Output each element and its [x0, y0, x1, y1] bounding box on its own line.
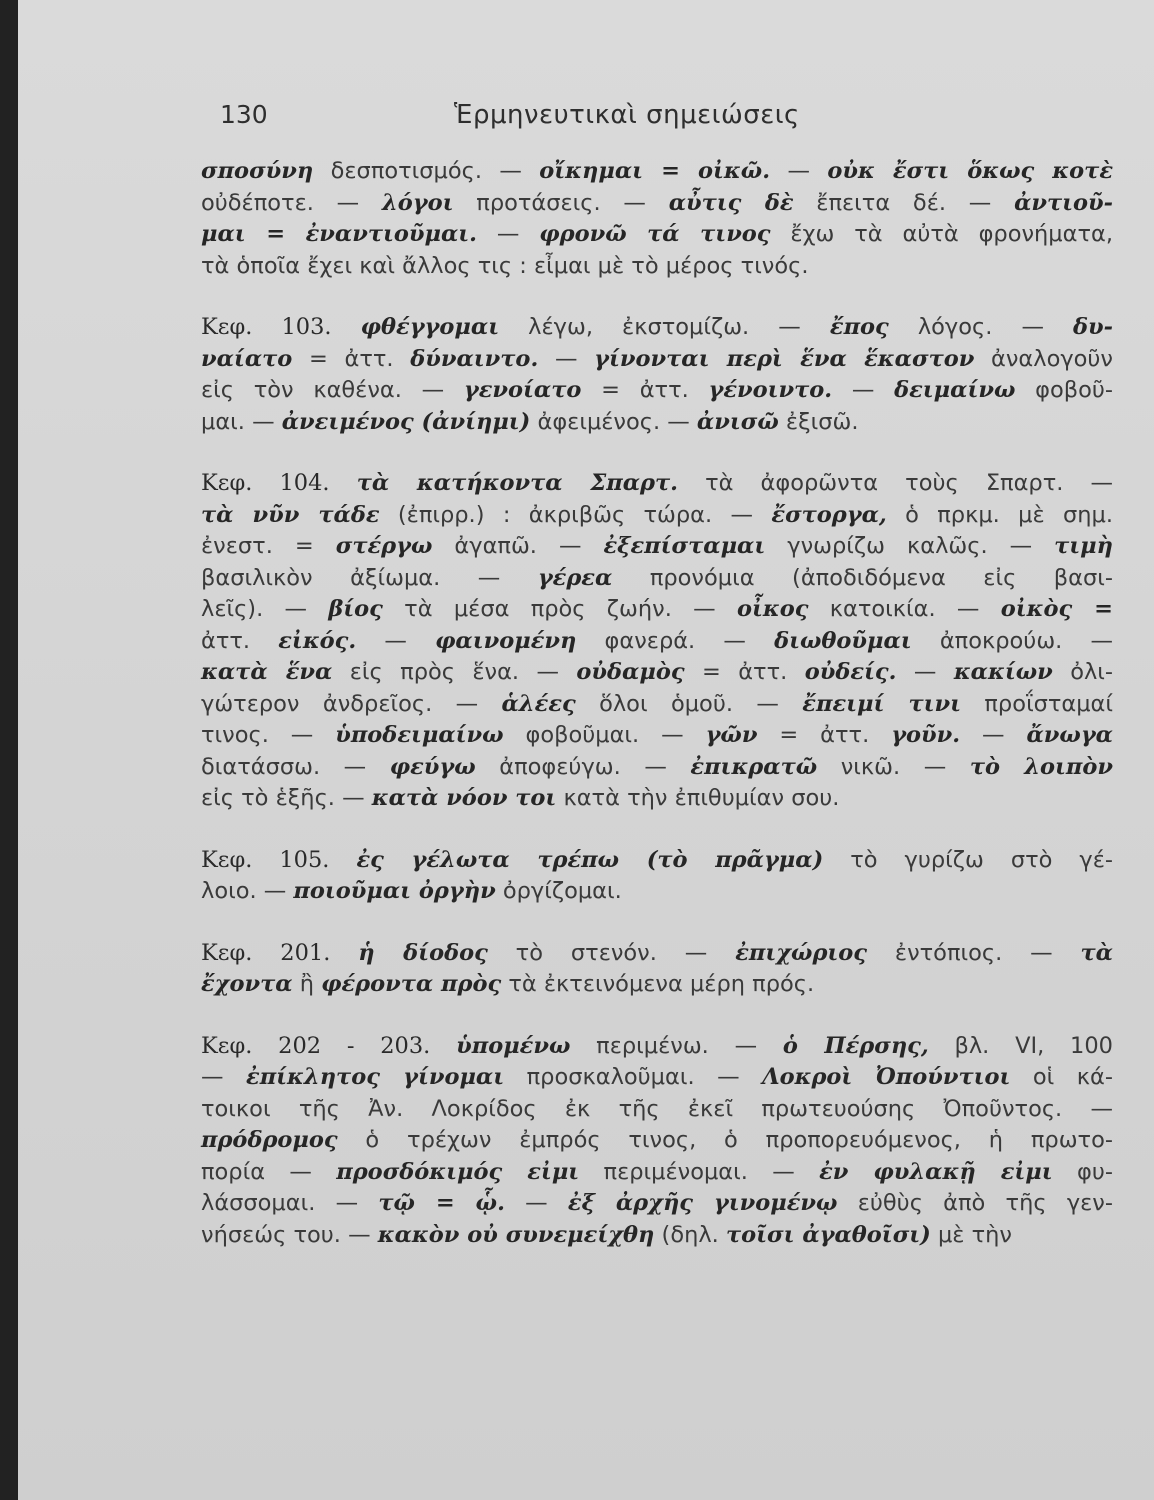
translation-text: διατάσσω. — [201, 753, 390, 780]
text-line [201, 752, 1113, 784]
translation-text: προΐσταμαί [960, 690, 1113, 717]
translation-text: (ἐπιρρ.) : ἀκριβῶς τώρα. — [379, 501, 772, 528]
translation-text [430, 1033, 456, 1059]
ancient-greek-term: δύναιντο. [410, 345, 539, 372]
translation-text: = ἀττ. [581, 377, 709, 403]
translation-text: κατοικία. — [808, 596, 1001, 622]
text-line [201, 626, 1113, 658]
translation-text: τινος. — [201, 722, 336, 748]
translation-text: τὸ γυρίζω στὸ γέ- [823, 846, 1114, 873]
translation-text: ἢ [292, 971, 322, 997]
ancient-greek-term: ἔστοργα, [771, 501, 887, 528]
text-line [201, 312, 1113, 344]
text-line [201, 344, 1113, 376]
translation-text: φανερά. — [576, 627, 775, 654]
ancient-greek-term: ἔπειμί τινι [802, 690, 961, 717]
translation-text: βασιλικὸν ἀξίωμα. — [201, 564, 538, 591]
translation-text [330, 940, 358, 966]
ancient-greek-term: σποσύνη [201, 158, 314, 184]
translation-text: οὐδέποτε. — [201, 189, 382, 216]
text-line [201, 720, 1113, 752]
translation-text: = ἀττ. [684, 659, 805, 685]
ancient-greek-term: λόγοι [381, 189, 454, 216]
ancient-greek-term: τὰ νῦν τάδε [201, 501, 380, 528]
translation-text: εἰς τὸ ἑξῆς. — [201, 785, 372, 811]
paragraph [201, 468, 1113, 815]
translation-text: ἀποκρούω. — [911, 627, 1113, 654]
ancient-greek-term: διωθοῦμαι [774, 627, 912, 654]
translation-text: ὅλοι ὁμοῦ. — [575, 690, 803, 717]
translation-text: γώτερον ἀνδρεῖος. — [201, 690, 502, 717]
translation-text: ἔπειτα δέ. — [793, 189, 1015, 216]
ancient-greek-term: ἐξεπίσταμαι [603, 533, 766, 559]
text-line [201, 938, 1113, 970]
text-line [201, 1031, 1113, 1063]
translation-text: ἀγαπῶ. — [432, 533, 604, 559]
translation-text: ἐντόπιος. — [867, 939, 1081, 966]
translation-text: λοιο. — [201, 878, 294, 904]
translation-text: περιμένομαι. — [579, 1158, 820, 1185]
translation-text: = ἀττ. [292, 345, 411, 372]
translation-text: — [832, 377, 895, 403]
ancient-greek-term: φθέγγομαι [360, 314, 500, 340]
ancient-greek-term: ἁλέες [501, 690, 576, 717]
text-line [201, 969, 1113, 1001]
paragraph [201, 845, 1113, 908]
ancient-greek-term: οἴκημαι = οἰκῶ. [539, 158, 771, 184]
ancient-greek-term: πρόδρομος [201, 1127, 338, 1153]
text-line [201, 1220, 1113, 1252]
translation-text: δεσποτισμός. — [313, 158, 540, 184]
translation-text [332, 314, 361, 340]
text-line [201, 1157, 1113, 1189]
ancient-greek-term: ἐν φυλακῇ εἰμι [819, 1158, 1053, 1185]
text-line [201, 500, 1113, 532]
translation-text: φυ- [1052, 1158, 1113, 1185]
text-line [201, 1188, 1113, 1220]
text-line [201, 156, 1113, 188]
ancient-greek-term: ἔπος [829, 314, 889, 340]
translation-text: φοβοῦμαι. — [503, 722, 706, 748]
ancient-greek-term: γοῦν. [891, 722, 961, 748]
text-line [201, 1125, 1113, 1157]
ancient-greek-term: ἐπικρατῶ [690, 753, 818, 780]
translation-text: — [477, 221, 540, 247]
translation-text: — [896, 659, 954, 685]
ancient-greek-term: δυ- [1073, 314, 1113, 340]
translation-text: προτάσεις. — [453, 189, 669, 216]
translation-text: βλ. VI, 100 [928, 1032, 1113, 1059]
text-line [201, 219, 1113, 251]
ancient-greek-term: ναίατο [201, 345, 293, 372]
ancient-greek-term: ἀνισῶ [696, 408, 779, 435]
ancient-greek-term: γῶν [705, 722, 758, 748]
ancient-greek-term: ἐπιχώριος [735, 939, 868, 966]
ancient-greek-term: ὁ Πέρσης, [782, 1032, 929, 1059]
ancient-greek-term: τοῖσι ἀγαθοῖσι) [725, 1221, 931, 1248]
translation-text [330, 470, 357, 496]
text-line [201, 876, 1113, 908]
text-line [201, 407, 1113, 439]
paragraph [201, 156, 1113, 282]
ancient-greek-term: κατὰ νόον τοι [371, 785, 557, 811]
translation-text: λόγος. — [888, 314, 1074, 340]
translation-text: μαι. — [201, 408, 282, 435]
ancient-greek-term: γένοιντο. [708, 377, 833, 403]
translation-text: — [201, 1064, 247, 1090]
translation-text: ὁ τρέχων ἐμπρός τινος, ὁ προπορευόμενος, ἡ πρωτο- [337, 1127, 1113, 1153]
translation-text: νήσεώς του. — [201, 1221, 378, 1248]
translation-text: ἔχω τὰ αὐτὰ φρονήματα, [770, 221, 1113, 247]
ancient-greek-term: κατὰ ἕνα [201, 659, 333, 685]
text-line [201, 563, 1113, 595]
text-line [201, 657, 1113, 689]
ancient-greek-term: τὰ [1080, 939, 1113, 966]
text-line [201, 845, 1113, 877]
ancient-greek-term: οὐδαμὸς [576, 659, 685, 685]
page-number: 130 [220, 100, 268, 129]
translation-text: — [356, 627, 436, 654]
translation-text: εἰς τὸν καθένα. — [201, 377, 464, 403]
chapter-heading: Κεφ. 202 - 203. [201, 1032, 431, 1059]
ancient-greek-term: κακὸν οὐ συνεμείχθη [377, 1221, 655, 1248]
translation-text: περιμένω. — [570, 1032, 783, 1059]
translation-text: — [538, 345, 595, 372]
ancient-greek-term: τῷ = ᾧ. [378, 1190, 505, 1216]
ancient-greek-term: τὸ λοιπὸν [969, 753, 1113, 780]
ancient-greek-term: ἐξ ἀρχῆς γινομένῳ [567, 1190, 838, 1216]
ancient-greek-term: γίνονται περὶ ἕνα ἕκαστον [594, 345, 975, 372]
translation-text: κατὰ τὴν ἐπιθυμίαν σου. [556, 785, 840, 811]
ancient-greek-term: οἰκὸς = [1000, 596, 1113, 622]
translation-text: τοικοι τῆς Ἀν. Λοκρίδος ἐκ τῆς ἐκεῖ πρωτευούσης Ὀποῦντος. — [201, 1095, 1113, 1122]
running-title: Ἑρμηνευτικαὶ σημειώσεις [454, 100, 800, 130]
ancient-greek-term: οἶκος [736, 596, 809, 622]
translation-text: εὐθὺς ἀπὸ τῆς γεν- [837, 1190, 1113, 1216]
translation-text: ἀττ. [201, 627, 279, 654]
text-line [201, 783, 1113, 815]
translation-text: λέγω, ἐκστομίζω. — [499, 314, 830, 340]
translation-text: προσκαλοῦμαι. — [504, 1064, 763, 1090]
translation-text: ὁ πρκμ. μὲ σημ. [886, 501, 1113, 528]
translation-text: εἰς πρὸς ἕνα. — [332, 659, 577, 685]
ancient-greek-term: ἔχοντα [201, 971, 293, 997]
ancient-greek-term: ποιοῦμαι ὀργὴν [293, 878, 496, 904]
ancient-greek-term: φρονῶ τά τινος [539, 221, 771, 247]
ancient-greek-term: Λοκροὶ Ὀπούντιοι [762, 1064, 1011, 1090]
translation-text: ἀναλογοῦν [974, 345, 1114, 372]
text-line [201, 1094, 1113, 1126]
translation-text: (δηλ. [654, 1221, 726, 1248]
translation-text: ἐξισῶ. [778, 408, 859, 435]
ancient-greek-term: μαι = ἐναντιοῦμαι. [201, 221, 477, 247]
ancient-greek-term: οὐκ ἔστι ὅκως κοτὲ [827, 158, 1113, 184]
ancient-greek-term: οὐδείς. [804, 659, 897, 685]
paragraph [201, 312, 1113, 438]
page-body-text [201, 156, 1113, 1281]
ancient-greek-term: ἀντιοῦ- [1014, 189, 1113, 216]
ancient-greek-term: βίος [328, 596, 383, 622]
chapter-heading: Κεφ. 104. [201, 470, 330, 496]
ancient-greek-term: δειμαίνω [894, 377, 1016, 403]
ancient-greek-term: γενοίατο [463, 377, 582, 403]
translation-text: τὸ στενόν. — [487, 939, 736, 966]
translation-text: ὀργίζομαι. [495, 878, 622, 904]
ancient-greek-term: ὑπομένω [456, 1032, 571, 1059]
translation-text: πορία — [201, 1158, 337, 1185]
translation-text: ἐνεστ. = [201, 533, 336, 559]
chapter-heading: Κεφ. 103. [201, 314, 332, 340]
ancient-greek-term: ἄνωγα [1026, 722, 1114, 748]
page-header [18, 100, 1154, 140]
translation-text: λεῖς). — [201, 596, 329, 622]
book-page [18, 0, 1154, 1500]
paragraph [201, 1031, 1113, 1252]
translation-text: νικῶ. — [817, 753, 970, 780]
text-line [201, 375, 1113, 407]
translation-text: ὀλι- [1052, 659, 1114, 685]
translation-text: οἱ κά- [1010, 1064, 1113, 1090]
translation-text [329, 847, 356, 873]
translation-text: — [960, 722, 1027, 748]
translation-text: γνωρίζω καλῶς. — [765, 533, 1055, 559]
text-line [201, 1062, 1113, 1094]
text-line [201, 531, 1113, 563]
translation-text: προνόμια (ἀποδιδόμενα εἰς βασι- [612, 564, 1113, 591]
text-line [201, 251, 1113, 283]
translation-text: — [504, 1190, 568, 1216]
text-line [201, 689, 1113, 721]
chapter-heading: Κεφ. 201. [201, 939, 331, 966]
ancient-greek-term: ἡ δίοδος [358, 939, 488, 966]
ancient-greek-term: τιμὴ [1054, 533, 1113, 559]
ancient-greek-term: τὰ κατήκοντα Σπαρτ. [356, 470, 678, 496]
ancient-greek-term: προσδόκιμός εἰμι [336, 1158, 580, 1185]
translation-text: ἀποφεύγω. — [475, 753, 691, 780]
translation-text: τὰ ἐκτεινόμενα μέρη πρός. [501, 971, 815, 997]
ancient-greek-term: αὖτις δὲ [668, 189, 794, 216]
ancient-greek-term: ὑποδειμαίνω [335, 722, 504, 748]
text-line [201, 468, 1113, 500]
translation-text: = ἀττ. [757, 722, 892, 748]
ancient-greek-term: φαινομένη [435, 627, 577, 654]
translation-text: λάσσομαι. — [201, 1190, 379, 1216]
ancient-greek-term: κακίων [953, 659, 1053, 685]
ancient-greek-term: φεύγω [389, 753, 476, 780]
ancient-greek-term: φέροντα πρὸς [321, 971, 502, 997]
ancient-greek-term: ἐπίκλητος γίνομαι [246, 1064, 505, 1090]
text-line [201, 188, 1113, 220]
ancient-greek-term: ἀνειμένος (ἀνίημι) [281, 408, 531, 435]
ancient-greek-term: γέρεα [537, 564, 613, 591]
paragraph [201, 938, 1113, 1001]
translation-text: τὰ ὁποῖα ἔχει καὶ ἄλλος τις : εἶμαι μὲ τὸ μέρος τινός. [201, 252, 809, 279]
translation-text: ἀφειμένος. — [530, 408, 697, 435]
translation-text: φοβοῦ- [1015, 377, 1113, 403]
translation-text: τὰ μέσα πρὸς ζωήν. — [382, 596, 737, 622]
translation-text: μὲ τὴν [930, 1221, 1012, 1248]
text-line [201, 594, 1113, 626]
ancient-greek-term: στέργω [335, 533, 433, 559]
translation-text: — [770, 158, 828, 184]
ancient-greek-term: εἰκός. [278, 627, 357, 654]
chapter-heading: Κεφ. 105. [201, 846, 330, 873]
translation-text: τὰ ἀφορῶντα τοὺς Σπαρτ. — [677, 470, 1113, 496]
ancient-greek-term: ἐς γέλωτα τρέπω (τὸ πρᾶγμα) [356, 846, 824, 873]
